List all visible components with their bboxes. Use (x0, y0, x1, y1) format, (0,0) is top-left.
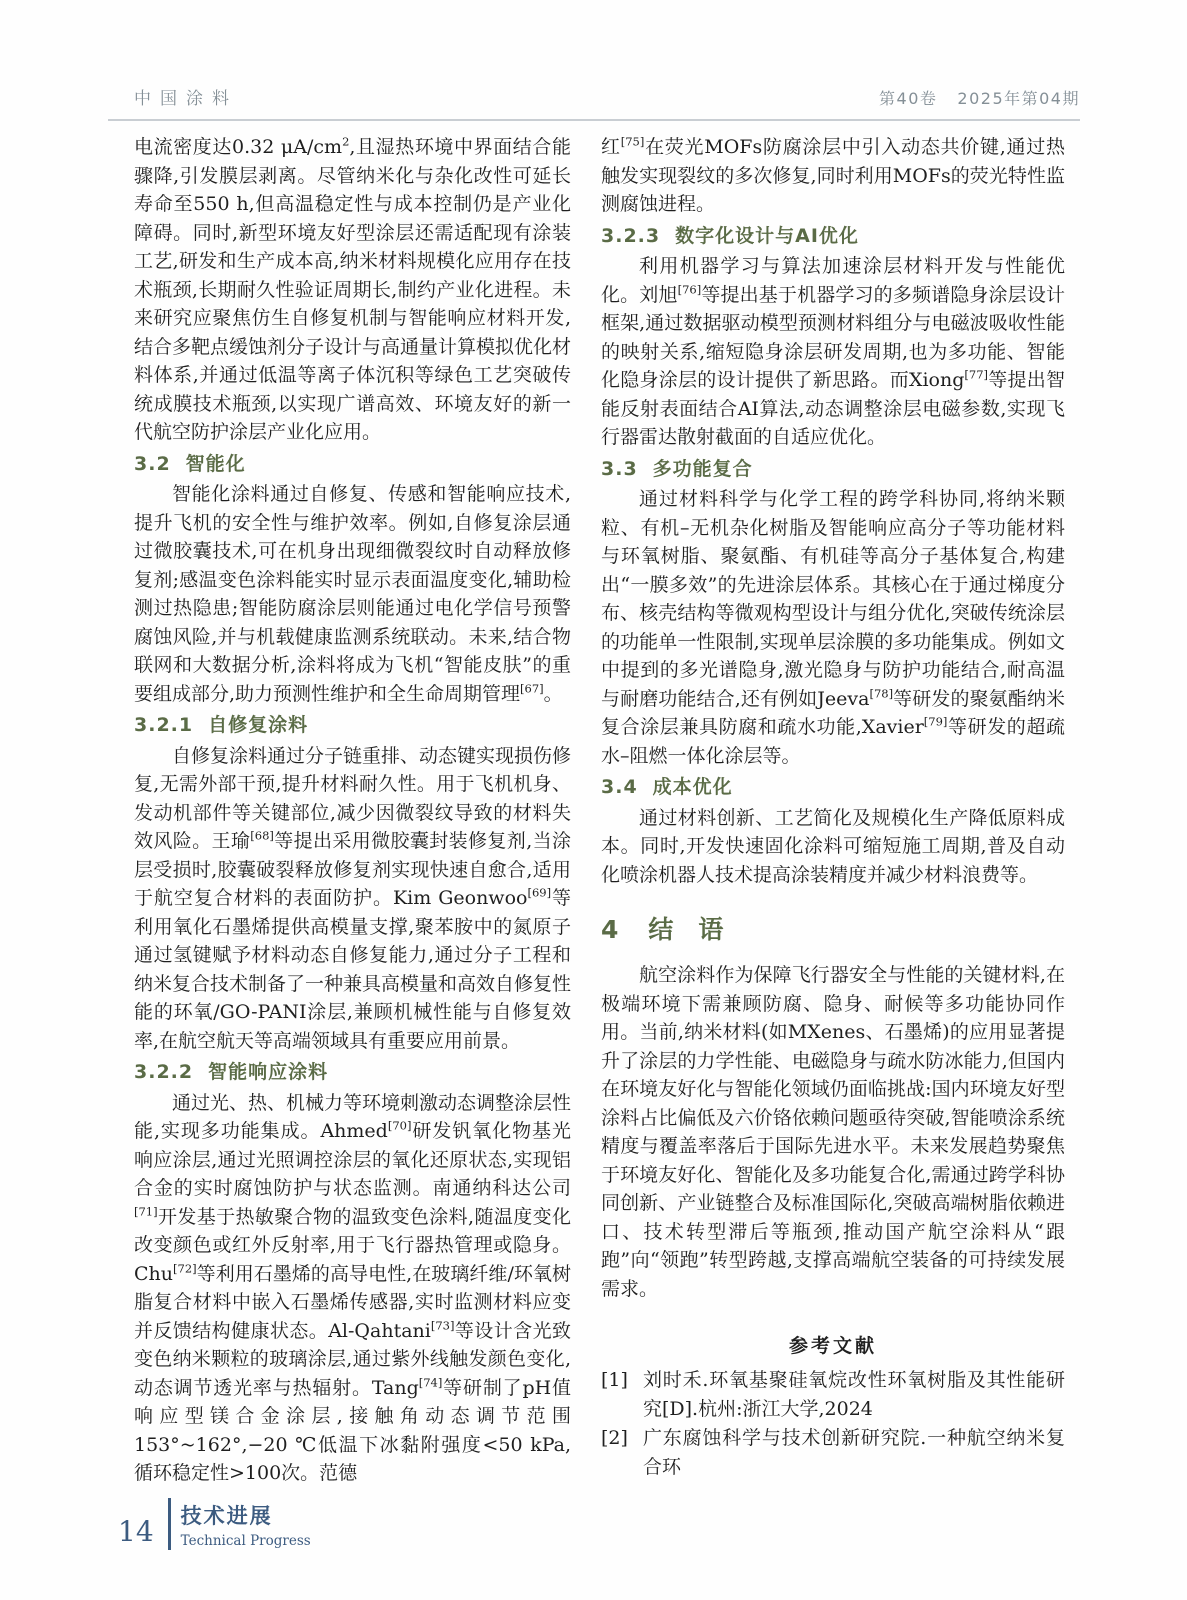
reference-number: [1] (601, 1369, 628, 1391)
text-run: 电流密度达0.32 μA/cm (134, 136, 343, 158)
section-title: 数字化设计与AI优化 (675, 224, 859, 247)
reference-number: [2] (601, 1427, 628, 1449)
text-run: 等提出基于机器学习的多频谱隐身涂层设计框架,通过数据驱动模型预测材料组分与电磁波吸收性能的映射关系,缩短隐身涂层研发周期,也为多功能、智能化隐身涂层的设计提供了新思路。而Xiong (601, 283, 1065, 391)
section-title: 多功能复合 (652, 457, 753, 480)
section-heading-3.3 (601, 455, 1065, 484)
section-number: 3.2 (134, 452, 171, 475)
text-run: 智能化涂料通过自修复、传感和智能响应技术,提升飞机的安全性与维护效率。例如,自修复涂层通过微胶囊技术,可在机身出现细微裂纹时自动释放修复剂;感温变色涂料能实时显示表面温度变化,辅助检测过热隐患;智能防腐涂层则能通过电化学信号预警腐蚀风险,并与机载健康监测系统联动。未来,结合物联网和大数据分析,涂料将成为飞机“智能皮肤”的重要组成部分,助力预测性维护和全生命周期管理 (134, 483, 571, 705)
section-number: 3.3 (601, 457, 638, 480)
citation-marker: [70] (387, 1118, 412, 1133)
section-title: 智能化 (185, 452, 246, 475)
text-run: 航空涂料作为保障飞行器安全与性能的关键材料,在极端环境下需兼顾防腐、隐身、耐候等多功能协同作用。当前,纳米材料(如MXenes、石墨烯)的应用显著提升了涂层的力学性能、电磁隐身与疏水防冰能力,但国内在环境友好化与智能化领域仍面临挑战:国内环境友好型涂料占比偏低及六价铬依赖问题亟待突破,智能喷涂系统精度与覆盖率落后于国际先进水平。未来发展趋势聚焦于环境友好化、智能化及多功能复合化,需通过跨学科协同创新、产业链整合及标准国际化,突破高端树脂依赖进口、技术转型滞后等瓶颈,推动国产航空涂料从“跟跑”向“领跑”转型跨越,支撑高端航空装备的可持续发展需求。 (601, 964, 1065, 1300)
paragraph (601, 133, 1065, 219)
citation-marker: [69] (527, 885, 552, 900)
text-run: 开发基于热敏聚合物的温致变色涂料,随温度变化改变颜色或红外反射率,用于飞行器热管理或隐身。Chu (134, 1205, 571, 1285)
text-run: 等提出采用微胶囊封装修复剂,当涂层受损时,胶囊破裂释放修复剂实现快速自愈合,适用于航空复合材料的表面防护。Kim Geonwoo (134, 830, 571, 909)
article-body (134, 133, 1187, 1488)
page-header (108, 0, 1080, 121)
citation-marker: [75] (620, 134, 645, 149)
section-number: 3.2.2 (134, 1061, 194, 1083)
reference-text (643, 1424, 1065, 1482)
citation-marker: [77] (964, 367, 988, 382)
citation-marker: [76] (677, 282, 702, 297)
paragraph (601, 804, 1065, 890)
text-run: 。 (543, 682, 563, 705)
right-column (601, 133, 1065, 1488)
section-number: 4 (601, 915, 619, 944)
text-run: 刘时禾.环氧基聚硅氧烷改性环氧树脂及其性能研究[D].杭州:浙江大学,2024 (643, 1369, 1065, 1420)
paragraph (601, 961, 1065, 1303)
text-run: 利用机器学习与算法加速涂层材料开发与性能优化。刘旭 (601, 255, 1065, 306)
citation-marker: [72] (173, 1261, 197, 1276)
section-heading-4 (601, 913, 1065, 947)
paragraph (601, 252, 1065, 452)
page-number: 14 (118, 1515, 154, 1548)
section-heading-3.2.3 (601, 222, 1065, 251)
text-run: 自修复涂料通过分子链重排、动态键实现损伤修复,无需外部干预,提升材料耐久性。用于飞机机身、发动机部件等关键部位,减少因微裂纹导致的材料失效风险。王瑜 (134, 744, 572, 852)
citation-marker: 2 (342, 134, 350, 149)
volume-issue (879, 86, 1080, 109)
citation-marker: [79] (923, 714, 948, 729)
section-heading-3.2.2 (134, 1058, 571, 1087)
text-run: 广东腐蚀科学与技术创新研究院.一种航空纳米复合环 (643, 1427, 1065, 1478)
citation-marker: [73] (430, 1318, 455, 1333)
references-heading: 参考文献 (788, 1335, 877, 1357)
text-run: ,且湿热环境中界面结合能骤降,引发膜层剥离。尽管纳米化与杂化改性可延长寿命至550 h,但高温稳定性与成本控制仍是产业化障碍。同时,新型环境友好型涂层还需适配现有涂装工艺,研发和生产成本高,纳米材料规模化应用存在技术瓶颈,长期耐久性验证周期长,制约产业化进程。未来研究应聚焦仿生自修复机制与智能响应材料开发,结合多靶点缓蚀剂分子设计与高通量计算模拟优化材料体系,并通过低温等离子体沉积等绿色工艺突破传统成膜技术瓶颈,以实现广谱高效、环境友好的新一代航空防护涂层产业化应用。 (134, 136, 572, 443)
issue-label: 2025年第04期 (957, 89, 1080, 108)
text-run: 等研制了pH值响应型镁合金涂层,接触角动态调节范围153°~162°,−20 ℃低温下冰黏附强度<50 kPa,循环稳定性>100次。范德 (134, 1376, 571, 1484)
text-run: 等利用氧化石墨烯提供高模量支撑,聚苯胺中的氮原子通过氢键赋予材料动态自修复能力,通过分子工程和纳米复合技术制备了一种兼具高模量和高效自修复性能的环氧/GO-PANI涂层,兼顾机械性能与自修复效率,在航空航天等高端领域具有重要应用前景。 (134, 887, 572, 1052)
volume-label: 第40卷 (879, 89, 938, 108)
footer-section-cn: 技术进展 (180, 1503, 273, 1528)
paragraph (134, 742, 571, 1056)
text-run: 通过材料创新、工艺简化及规模化生产降低原料成本。同时,开发快速固化涂料可缩短施工周期,普及自动化喷涂机器人技术提高涂装精度并减少材料浪费等。 (601, 806, 1065, 886)
text-run: 研发钒氧化物基光响应涂层,通过光照调控涂层的氧化还原状态,实现铝合金的实时腐蚀防护与状态监测。南通纳科达公司 (134, 1120, 571, 1199)
paragraph (134, 1089, 571, 1488)
text-run: 等利用石墨烯的高导电性,在玻璃纤维/环氧树脂复合材料中嵌入石墨烯传感器,实时监测材料应变并反馈结构健康状态。Al-Qahtani (134, 1262, 571, 1342)
section-number: 3.2.3 (601, 224, 661, 247)
paragraph (601, 485, 1065, 770)
text-run: 等设计含光致变色纳米颗粒的玻璃涂层,通过紫外线触发颜色变化,动态调节透光率与热辐射。Tang (134, 1319, 571, 1399)
text-run: 在荧光MOFs防腐涂层中引入动态共价键,通过热触发实现裂纹的多次修复,同时利用MOFs的荧光特性监测腐蚀进程。 (601, 136, 1065, 215)
reference-item (601, 1424, 1065, 1482)
section-title: 自修复涂料 (208, 714, 309, 736)
footer-section-en: Technical Progress (180, 1532, 311, 1549)
section-heading-3.2 (134, 450, 571, 479)
footer-divider (168, 1498, 171, 1550)
section-title: 成本优化 (652, 776, 733, 798)
text-run: 等提出智能反射表面结合AI算法,动态调整涂层电磁参数,实现飞行器雷达散射截面的自适应优化。 (601, 369, 1065, 448)
paragraph (134, 133, 571, 447)
text-run: 红 (601, 136, 621, 158)
paragraph (134, 480, 571, 708)
citation-marker: [71] (134, 1204, 158, 1219)
citation-marker: [68] (250, 828, 274, 843)
page-footer (118, 1498, 311, 1550)
citation-marker: [74] (418, 1375, 443, 1390)
text-run: 等研发的超疏水–阻燃一体化涂层等。 (601, 716, 1065, 767)
footer-section (181, 1500, 311, 1549)
section-heading-3.4 (601, 773, 1065, 802)
section-title: 智能响应涂料 (208, 1061, 329, 1083)
reference-item (601, 1366, 1065, 1424)
section-number: 3.4 (601, 776, 638, 798)
section-heading-3.2.1 (134, 711, 571, 740)
text-run: 通过光、热、机械力等环境刺激动态调整涂层性能,实现多功能集成。Ahmed (134, 1091, 572, 1142)
citation-marker: [78] (869, 686, 894, 701)
section-title: 结 语 (648, 915, 724, 944)
text-run: 通过材料科学与化学工程的跨学科协同,将纳米颗粒、有机–无机杂化树脂及智能响应高分子等功能材料与环氧树脂、聚氨酯、有机硅等高分子基体复合,构建出“一膜多效”的先进涂层体系。其核心在于通过梯度分布、核壳结构等微观构型设计与组分优化,突破传统涂层的功能单一性限制,实现单层涂膜的多功能集成。例如文中提到的多光谱隐身,激光隐身与防护功能结合,耐高温与耐磨功能结合,还有例如Jeeva (601, 488, 1065, 710)
section-number: 3.2.1 (134, 714, 194, 736)
citation-marker: [67] (520, 681, 544, 696)
text-run: 等研发的聚氨酯纳米复合涂层兼具防腐和疏水功能,Xavier (601, 687, 1065, 738)
left-column (134, 133, 571, 1488)
journal-title: 中国涂料 (134, 89, 238, 109)
reference-text (643, 1366, 1065, 1424)
